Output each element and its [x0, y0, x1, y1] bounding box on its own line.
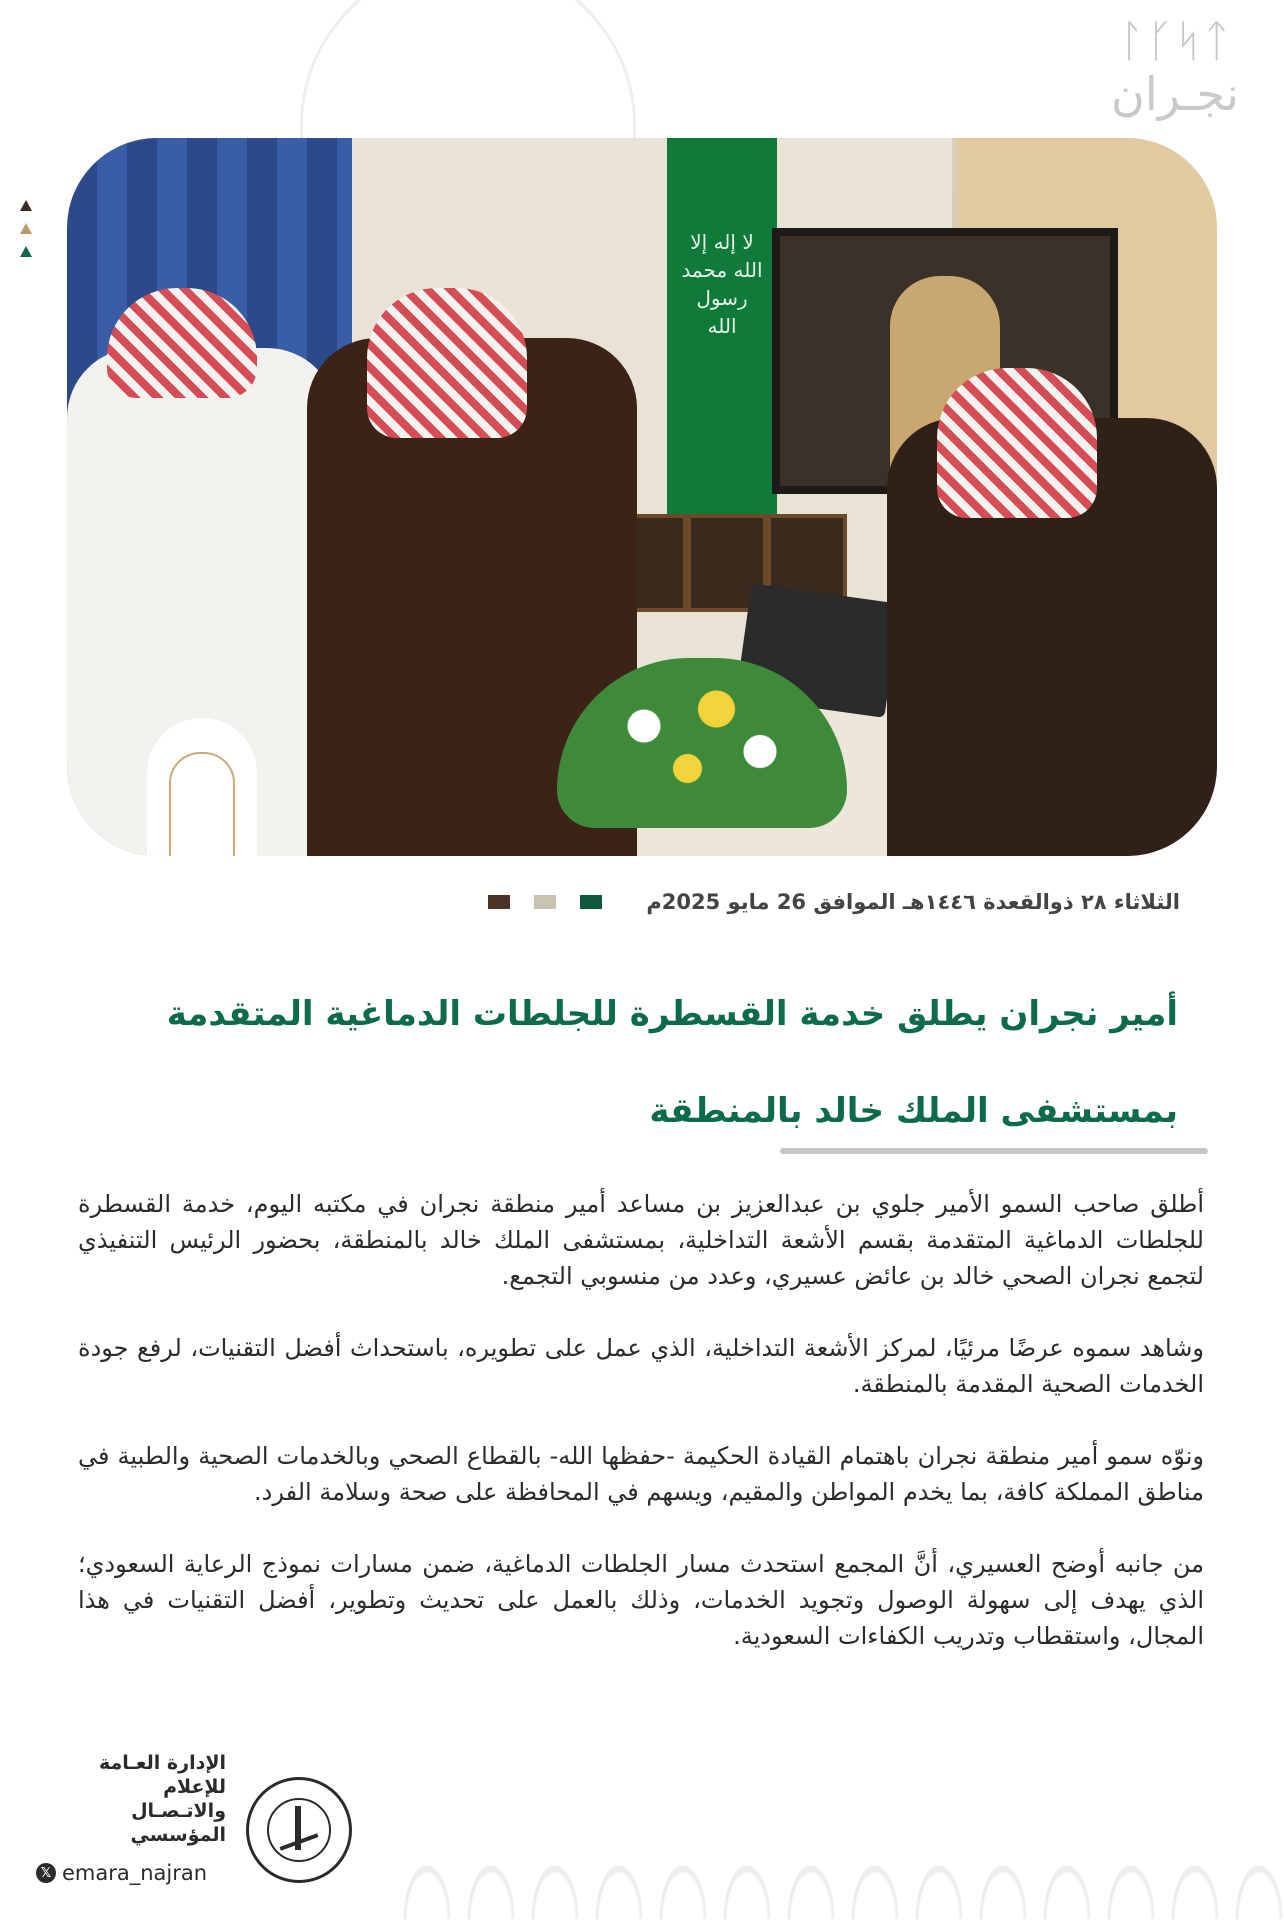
department-line-1: الإدارة العـامة للإعلام [99, 1752, 226, 1798]
handle-text: emara_najran [62, 1861, 208, 1885]
side-decoration [18, 200, 32, 269]
logo-name: نجـران [1111, 67, 1239, 121]
paragraph-2: وشاهد سموه عرضًا مرئيًا، لمركز الأشعة التداخلية، الذي عمل على تطويره، باستحداث أفضل التقنيات، لرفع جودة الخدمات الصحية المقدمة بالمنطقة. [78, 1334, 1204, 1398]
triangle-icon [20, 223, 32, 234]
color-square [534, 895, 556, 909]
title-divider [780, 1148, 1208, 1154]
triangle-icon [20, 200, 32, 211]
footer-pattern [395, 1809, 1284, 1919]
department-name [36, 1751, 226, 1847]
news-photo [67, 138, 1217, 856]
person-center-head [367, 288, 527, 438]
department-line-2: والاتـصـال المؤسسي [130, 1800, 226, 1846]
title-line-2: بمستشفى الملك خالد بالمنطقة [649, 1091, 1178, 1131]
saudi-flag [667, 138, 777, 568]
news-body [78, 1186, 1204, 1690]
paragraph-3: ونوّه سمو أمير منطقة نجران باهتمام القيادة الحكيمة -حفظها الله- بالقطاع الصحي وبالخدمات الصحية والطبية في مناطق المملكة كافة، بما يخدم المواطن والمقيم، ويسهم في المحافظة على صحة وسلامة الفرد. [78, 1442, 1204, 1506]
color-square [488, 895, 510, 909]
person-right-head [937, 368, 1097, 518]
news-title [148, 966, 1178, 1160]
triangle-icon [20, 246, 32, 257]
title-line-1: أمير نجران يطلق خدمة القسطرة للجلطات الدماغية المتقدمة [166, 994, 1178, 1034]
paragraph-1: أطلق صاحب السمو الأمير جلوي بن عبدالعزيز بن مساعد أمير منطقة نجران في مكتبه اليوم، خدمة القسطرة للجلطات الدماغية المتقدمة بقسم الأشعة التداخلية، بمستشفى الملك خالد بالمنطقة، بحضور الرئيس التنفيذي لتجمع نجران الصحي خالد بن عائض عسيري، وعدد من منسوبي التجمع. [78, 1190, 1204, 1290]
emirate-emblem [246, 1777, 352, 1883]
date-squares [488, 895, 602, 909]
najran-logo [1100, 18, 1250, 130]
date-text: الثلاثاء ٢٨ ذوالقعدة ١٤٤٦هـ الموافق 26 مايو 2025م [646, 890, 1180, 914]
social-handle[interactable] [36, 1861, 207, 1885]
footer [0, 1752, 1284, 1925]
date-row [440, 884, 1180, 920]
x-logo-icon: 𝕏 [36, 1863, 56, 1883]
logo-glyphs: ᛚᚴᛋᛏ [1118, 16, 1232, 67]
flag-text: لا إله إلا الله محمد رسول الله [681, 230, 763, 338]
palm-swords-icon [267, 1798, 331, 1862]
corner-arch-decoration [147, 718, 257, 856]
color-square [580, 895, 602, 909]
paragraph-4: من جانبه أوضح العسيري، أنَّ المجمع استحدث مسار الجلطات الدماغية، ضمن مسارات نموذج الرعاية السعودي؛ الذي يهدف إلى سهولة الوصول وتجويد الخدمات، وذلك بالعمل على تحديث وتطوير، أفضل التقنيات في هذا المجال، واستقطاب وتدريب الكفاءات السعودية. [78, 1550, 1204, 1650]
